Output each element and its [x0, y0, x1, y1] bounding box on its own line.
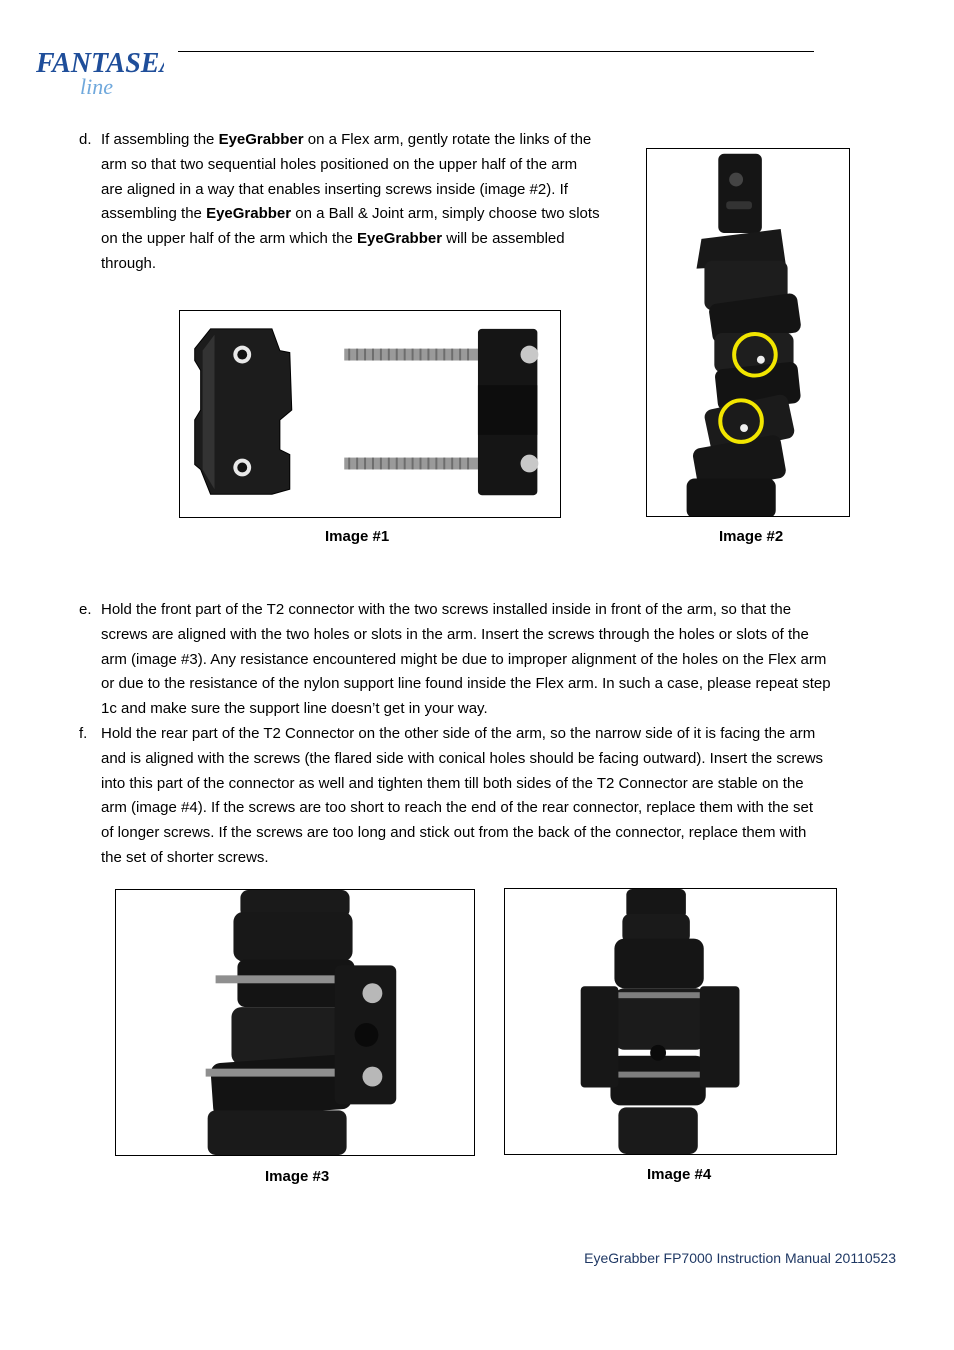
image-2 [646, 148, 850, 517]
text-line [101, 648, 831, 673]
text-run: arm so that two sequential holes positioned on the upper half of the arm [101, 155, 578, 173]
text-run: and is aligned with the screws (the flared side with conical holes should be facing outward). Insert the screws [101, 749, 824, 767]
image-1 [179, 310, 561, 518]
text-run: through. [101, 254, 157, 272]
text-line [101, 202, 600, 227]
text-line [101, 623, 831, 648]
image-4 [504, 888, 837, 1155]
step-e-text [101, 598, 831, 722]
image-3 [115, 889, 475, 1156]
footer-text: EyeGrabber FP7000 Instruction Manual 20110523 [584, 1250, 896, 1266]
text-line [101, 128, 600, 153]
text-run: Hold the rear part of the T2 Connector on the other side of the arm, so the narrow side of it is facing the arm [101, 725, 816, 742]
image-2-caption: Image #2 [719, 528, 784, 545]
step-f-text [101, 722, 823, 871]
step-f-marker: f. [79, 725, 88, 742]
text-run: arm (image #3). Any resistance encountered might be due to improper alignment of the holes on the Flex arm [101, 650, 827, 668]
image-1-caption: Image #1 [325, 528, 390, 545]
logo-sub-text: line [80, 74, 113, 98]
text-run: on a Flex arm, gently rotate the links of the [303, 131, 592, 148]
text-run: on the upper half of the arm which the [101, 230, 357, 248]
text-run: arm (image #4). If the screws are too short to reach the end of the rear connector, replace them with the set [101, 799, 814, 817]
text-line [101, 846, 823, 871]
text-line [101, 672, 831, 697]
text-line [101, 796, 823, 821]
text-run: Hold the front part of the T2 connector with the two screws installed inside in front of the arm, so that the [101, 601, 792, 618]
text-line [101, 598, 831, 623]
text-line [101, 747, 823, 772]
image-4-caption: Image #4 [647, 1166, 712, 1183]
text-line [101, 153, 600, 178]
text-line [101, 772, 823, 797]
step-e-marker: e. [79, 601, 92, 618]
text-line [101, 227, 600, 252]
text-line [101, 697, 831, 722]
fantasea-logo [34, 38, 164, 98]
text-run: of longer screws. If the screws are too long and stick out from the back of the connector, replace them with [101, 824, 807, 842]
text-run: will be assembled [442, 230, 565, 248]
logo-main-text: FANTASEA [36, 48, 164, 79]
text-run: If assembling the [101, 131, 219, 148]
text-run: the set of shorter screws. [101, 848, 269, 866]
text-run: screws are aligned with the two holes or slots in the arm. Insert the screws through the holes or slots of the [101, 625, 809, 643]
text-line [101, 178, 600, 203]
text-line [101, 722, 823, 747]
text-run: or due to the resistance of the nylon support line found inside the Flex arm. In such a case, please repeat step [101, 675, 831, 693]
text-line [101, 252, 600, 277]
bold-term: EyeGrabber [206, 205, 292, 223]
bold-term: EyeGrabber [357, 230, 443, 248]
connector-front-part [478, 329, 538, 495]
text-run: on a Ball & Joint arm, simply choose two slots [291, 205, 600, 223]
header-rule [178, 51, 814, 52]
step-d-text [101, 128, 600, 277]
step-d-marker: d. [79, 131, 92, 148]
text-run: 1c and make sure the support line doesn’t get in your way. [101, 700, 488, 718]
text-run: are aligned in a way that enables inserting screws inside (image #2). If [101, 180, 568, 198]
text-run: assembling the [101, 205, 207, 223]
text-run: into this part of the connector as well and tighten them till both sides of the T2 Connector are stable on the [101, 774, 804, 792]
text-line [101, 821, 823, 846]
image-3-caption: Image #3 [265, 1168, 330, 1185]
connector-rear-part [195, 329, 292, 494]
bold-term: EyeGrabber [218, 131, 304, 148]
